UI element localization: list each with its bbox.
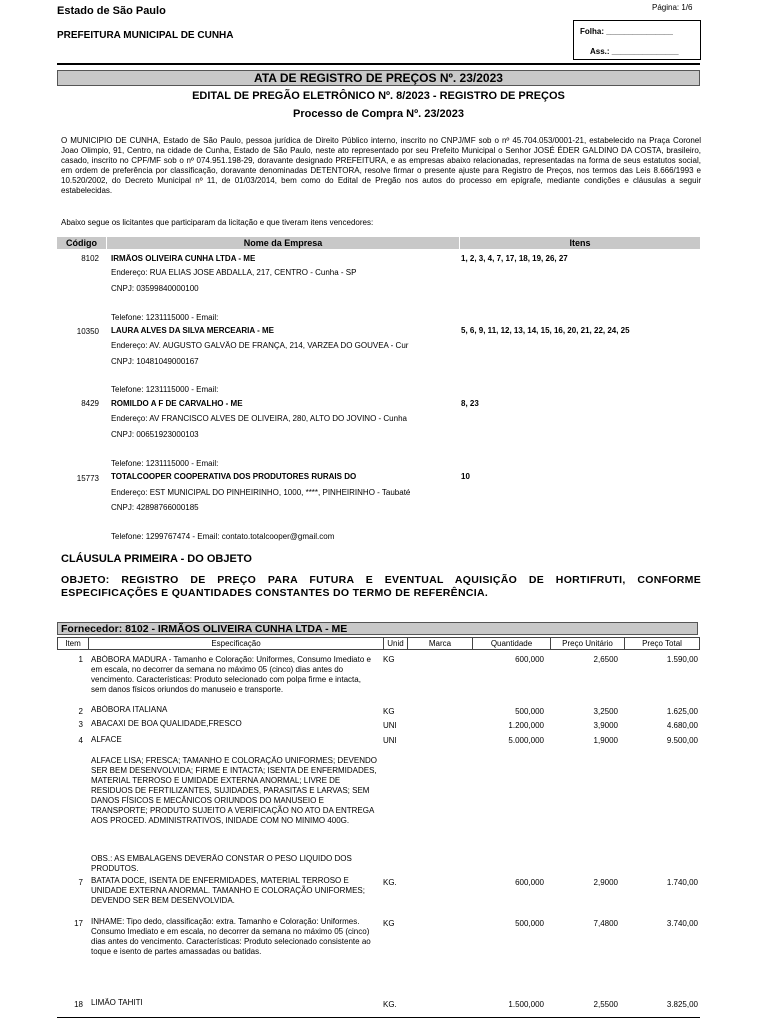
licitante-itens: 10 [461,472,470,481]
row-quantidade: 500,000 [515,919,544,928]
licitante-nome: LAURA ALVES DA SILVA MERCEARIA - ME [111,326,274,335]
row-especificacao: BATATA DOCE, ISENTA DE ENFERMIDADES, MATERIAL TERROSO E UNIDADE EXTERNA ANORMAL. TAMANHO E COLORAÇÃO UNIFORMES; DEVENDO SER BEM DESENVOLVIDA. [91,876,365,905]
licitante-codigo: 8102 [81,254,99,263]
folha-box [573,20,701,60]
state-name: Estado de São Paulo [57,5,166,17]
licitante-telefone: Telefone: 1299767474 - Email: contato.totalcooper@gmail.com [111,532,335,541]
row-item: 3 [78,720,83,729]
row-item: 4 [78,736,83,745]
col-preco-unitario: Preço Unitário [551,638,625,649]
intro-paragraph: O MUNICIPIO DE CUNHA, Estado de São Paulo, pessoa jurídica de Direito Público interno, inscrito no CNPJ/MF sob o nº 45.704.053/0001-21, estabelecido na Praça Coronel Joao Olimpio, 91, Centro, na cidade de Cunha, Estado de São Paulo, neste ato representado por seu Prefeito Municipal o Senhor JOSÉ ÉDER GALDINO DA COSTA, brasileiro, casado, inscrito no CPF/MF sob o nº 074.951.198-29, doravante designado PREFEITURA, e as empresas abaixo relacionadas, representadas na forma de seus estatutos social, em ordem de preferência por classificação, doravante denominadas DETENTORA, resolve firmar o presente ajuste para Registro de Preços, nos termos das Leis 8.666/1993 e 10.520/2002, do Decreto Municipal nº 11, de 01/03/2014, bem como do Edital de Pregão nos autos do processo em epígrafe, mediante condições e cláusulas a seguir estabelecidas. [61,136,701,195]
row-unid: KG [383,919,395,928]
fornecedor-title: Fornecedor: 8102 - IRMÃOS OLIVEIRA CUNHA LTDA - ME [57,622,698,635]
col-especificacao: Especificação [89,638,384,649]
ass-label: Ass.: _______________ [590,47,679,56]
ata-title: ATA DE REGISTRO DE PREÇOS Nº. 23/2023 [57,70,700,86]
page-number: Página: 1/6 [652,3,693,12]
row-unid: KG [383,707,395,716]
licitante-endereco: Endereço: EST MUNICIPAL DO PINHEIRINHO, 1000, ****, PINHEIRINHO - Taubaté [111,488,411,497]
licitante-itens: 5, 6, 9, 11, 12, 13, 14, 15, 16, 20, 21, 22, 24, 25 [461,326,630,335]
row-item: 17 [74,919,83,928]
row-quantidade: 600,000 [515,655,544,664]
objeto-text: OBJETO: REGISTRO DE PREÇO PARA FUTURA E EVENTUAL AQUISIÇÃO DE HORTIFRUTI, CONFORME ESPECIFICAÇÕES E QUANTIDADES CONSTANTES DO TERMO DE REFERÊNCIA. [61,574,701,599]
row-especificacao: ABACAXI DE BOA QUALIDADE,FRESCO [91,719,242,728]
col-itens: Itens [460,237,700,249]
licitante-itens: 1, 2, 3, 4, 7, 17, 18, 19, 26, 27 [461,254,568,263]
row-quantidade: 1.200,000 [508,721,544,730]
row-unid: UNI [383,736,397,745]
row-preco-total: 3.825,00 [666,1000,698,1009]
row-observacao: OBS.: AS EMBALAGENS DEVERÃO CONSTAR O PESO LIQUIDO DOS PRODUTOS. [91,854,352,873]
licitante-codigo: 10350 [76,327,99,336]
prefeitura-name: PREFEITURA MUNICIPAL DE CUNHA [57,30,234,41]
row-unid: KG. [383,878,397,887]
header-rule [57,63,700,65]
col-codigo: Código [57,237,106,249]
row-preco-total: 1.590,00 [666,655,698,664]
row-unid: KG [383,655,395,664]
items-table-header [57,637,700,650]
licitante-nome: IRMÃOS OLIVEIRA CUNHA LTDA - ME [111,254,256,263]
licitante-nome: TOTALCOOPER COOPERATIVA DOS PRODUTORES RURAIS DO [111,472,357,481]
col-preco-total: Preço Total [642,639,682,648]
licitante-codigo: 15773 [76,474,99,483]
row-preco-total: 4.680,00 [666,721,698,730]
row-especificacao: INHAME: Tipo dedo, classificação: extra. Tamanho e Coloração: Uniformes. Consumo Imediato e em escala, no decorrer da semana no máximo 05 (cinco) dias antes do vencimento. Características: Produto selecionado consistente ao toque e isento de partes amassadas ou batidas. [91,917,371,956]
row-preco-unitario: 2,6500 [593,655,618,664]
row-preco-total: 3.740,00 [666,919,698,928]
row-preco-total: 1.740,00 [666,878,698,887]
licitante-codigo: 8429 [81,399,99,408]
row-quantidade: 500,000 [515,707,544,716]
processo-title: Processo de Compra Nº. 23/2023 [293,108,464,120]
row-preco-unitario: 7,4800 [593,919,618,928]
row-preco-unitario: 1,9000 [593,736,618,745]
folha-label: Folha: _______________ [580,27,673,36]
footer-rule [57,1017,700,1018]
row-especificacao: ABÓBORA MADURA - Tamanho e Coloração: Uniformes, Consumo Imediato e em escala, no decorrer da semana no máximo 05 (cinco) dias antes do vencimento. Características: Produto selecionado com polpa firme e intacta, sem danos físicos oriundos do manuseio e transporte. [91,655,371,694]
col-marca: Marca [408,638,473,649]
row-especificacao-detalhe: ALFACE LISA; FRESCA; TAMANHO E COLORAÇÃO UNIFORMES; DEVENDO SER BEM DESENVOLVIDA; FIRME E INTACTA; ISENTA DE ENFERMIDADES, MATERIAL TERROSO E UMIDADE EXTERNA ANORMAL; LIVRE DE RESIDUOS DE FERTILIZANTES, SUJIDADES, PARASITAS E LARVAS; SEM DANOS FÍSICOS E MECÂNICOS ORIUNDOS DO MANUSEIO E TRANSPORTE; PRODUTO SUJEITO A VERIFICAÇÃO NO ATO DA ENTREGA AOS PROCED. ADMINISTRATIVOS, INIDADE COM NO MINIMO 400G. [91,756,377,825]
licitante-cnpj: CNPJ: 03599840000100 [111,284,199,293]
row-especificacao: ALFACE [91,735,122,744]
col-quantidade: Quantidade [473,638,551,649]
licitante-itens: 8, 23 [461,399,479,408]
edital-title: EDITAL DE PREGÃO ELETRÔNICO Nº. 8/2023 - REGISTRO DE PREÇOS [192,90,565,102]
row-quantidade: 5.000,000 [508,736,544,745]
licitante-endereco: Endereço: AV. AUGUSTO GALVÃO DE FRANÇA, 214, VARZEA DO GOUVEA - Cur [111,341,409,350]
row-quantidade: 600,000 [515,878,544,887]
row-quantidade: 1.500,000 [508,1000,544,1009]
licitantes-intro: Abaixo segue os licitantes que participaram da licitação e que tiveram itens vencedores: [61,218,374,227]
row-item: 1 [78,655,83,664]
row-unid: KG. [383,1000,397,1009]
licitante-telefone: Telefone: 1231115000 - Email: [111,385,219,394]
col-nome: Nome da Empresa [107,237,459,249]
licitante-endereco: Endereço: RUA ELIAS JOSE ABDALLA, 217, CENTRO - Cunha - SP [111,268,357,277]
licitante-cnpj: CNPJ: 00651923000103 [111,430,199,439]
row-preco-unitario: 3,9000 [593,721,618,730]
col-unid: Unid [384,638,408,649]
licitante-endereco: Endereço: AV FRANCISCO ALVES DE OLIVEIRA, 280, ALTO DO JOVINO - Cunha [111,414,407,423]
col-item: Item [58,638,89,649]
row-preco-unitario: 3,2500 [593,707,618,716]
licitante-cnpj: CNPJ: 10481049000167 [111,357,199,366]
row-item: 2 [78,707,83,716]
licitante-cnpj: CNPJ: 42898766000185 [111,503,199,512]
licitante-nome: ROMILDO A F DE CARVALHO - ME [111,399,243,408]
row-preco-total: 1.625,00 [666,707,698,716]
row-especificacao: LIMÃO TAHITI [91,998,143,1007]
licitante-telefone: Telefone: 1231115000 - Email: [111,313,219,322]
row-item: 7 [78,878,83,887]
row-preco-unitario: 2,5500 [593,1000,618,1009]
row-preco-unitario: 2,9000 [593,878,618,887]
row-especificacao: ABÓBORA ITALIANA [91,705,168,714]
licitante-telefone: Telefone: 1231115000 - Email: [111,459,219,468]
row-unid: UNI [383,721,397,730]
row-item: 18 [74,1000,83,1009]
clausula-title: CLÁUSULA PRIMEIRA - DO OBJETO [61,553,252,565]
row-preco-total: 9.500,00 [666,736,698,745]
